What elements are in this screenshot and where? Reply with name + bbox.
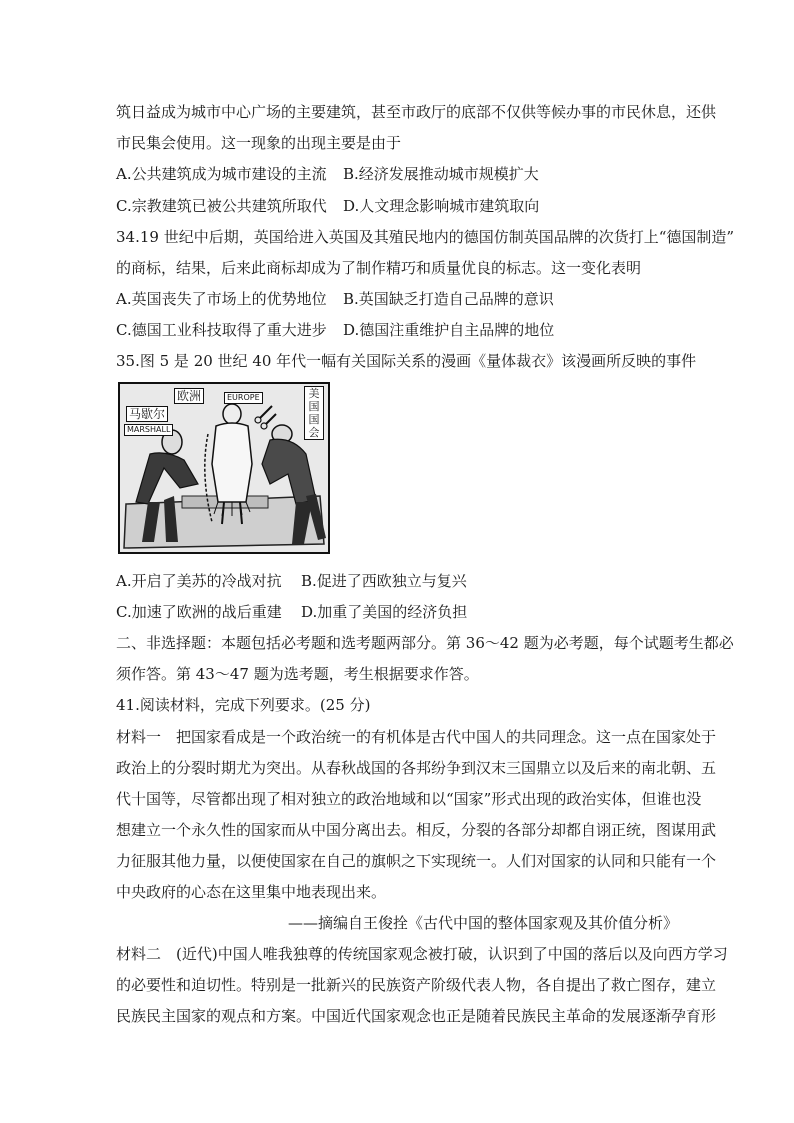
q41-material2-line-3: 民族民主国家的观点和方案。中国近代国家观念也正是随着民族民主革命的发展逐渐孕育形	[116, 1007, 717, 1025]
q41-stem: 41.阅读材料，完成下列要求。(25 分)	[116, 696, 371, 714]
q34-stem-line-2: 的商标，结果，后来此商标却成为了制作精巧和质量优良的标志。这一变化表明	[116, 259, 642, 277]
q34-option-b: B.英国缺乏打造自己品牌的意识	[343, 290, 554, 308]
q35-option-a: A.开启了美苏的冷战对抗	[116, 572, 282, 590]
cartoon-label-europe-en: EUROPE	[224, 392, 263, 404]
q35-option-d: D.加重了美国的经济负担	[301, 603, 468, 621]
q41-material1-line-5: 力征服其他力量，以便使国家在自己的旗帜之下实现统一。人们对国家的认同和只能有一个	[116, 852, 717, 870]
q34-option-d: D.德国注重维护自主品牌的地位	[343, 321, 555, 339]
q33-option-c: C.宗教建筑已被公共建筑所取代	[116, 197, 327, 215]
q33-stem-line-2: 市民集会使用。这一现象的出现主要是由于	[116, 134, 402, 152]
q33-stem-line-1: 筑日益成为城市中心广场的主要建筑，甚至市政厅的底部不仅供等候办事的市民休息，还供	[116, 103, 717, 121]
q41-material2-line-1: 材料二 (近代)中国人唯我独尊的传统国家观念被打破，认识到了中国的落后以及向西方学习	[116, 945, 728, 963]
cartoon-label-marshall-en: MARSHALL	[124, 424, 173, 436]
q41-material1-line-1: 材料一 把国家看成是一个政治统一的有机体是古代中国人的共同理念。这一点在国家处于	[116, 728, 717, 746]
q35-option-b: B.促进了西欧独立与复兴	[301, 572, 467, 590]
q41-material2-line-2: 的必要性和迫切性。特别是一批新兴的民族资产阶级代表人物，各自提出了救亡图存，建立	[116, 976, 717, 994]
q34-option-c: C.德国工业科技取得了重大进步	[116, 321, 327, 339]
section2-line-1: 二、非选择题：本题包括必考题和选考题两部分。第 36～42 题为必考题，每个试题考生都必	[116, 634, 734, 652]
cartoon-label-marshall-cn: 马歇尔	[126, 406, 168, 422]
q41-material1-line-3: 代十国等，尽管都出现了相对独立的政治地域和以“国家”形式出现的政治实体，但谁也没	[116, 790, 702, 808]
q35-option-c: C.加速了欧洲的战后重建	[116, 603, 282, 621]
q33-option-d: D.人文理念影响城市建筑取向	[343, 197, 540, 215]
q41-material1-line-2: 政治上的分裂时期尤为突出。从春秋战国的各邦纷争到汉末三国鼎立以及后来的南北朝、五	[116, 759, 717, 777]
q35-stem: 35.图 5 是 20 世纪 40 年代一幅有关国际关系的漫画《量体裁衣》该漫画所反映的事件	[116, 352, 697, 370]
q41-material1-line-6: 中央政府的心态在这里集中地表现出来。	[116, 883, 387, 901]
q34-stem-line-1: 34.19 世纪中后期，英国给进入英国及其殖民地内的德国仿制英国品牌的次货打上“德国制造”	[116, 228, 735, 246]
cartoon-image	[118, 382, 330, 554]
q34-option-a: A.英国丧失了市场上的优势地位	[116, 290, 327, 308]
q33-option-b: B.经济发展推动城市规模扩大	[343, 165, 539, 183]
cartoon-label-europe-cn: 欧洲	[174, 388, 204, 404]
section2-line-2: 须作答。第 43～47 题为选考题，考生根据要求作答。	[116, 665, 479, 683]
cartoon-label-congress: 美国国会	[304, 386, 324, 440]
q41-material1-source: ——摘编自王俊拴《古代中国的整体国家观及其价值分析》	[287, 914, 678, 932]
q41-material1-line-4: 想建立一个永久性的国家而从中国分离出去。相反，分裂的各部分却都自诩正统，图谋用武	[116, 821, 717, 839]
q33-option-a: A.公共建筑成为城市建设的主流	[116, 165, 327, 183]
